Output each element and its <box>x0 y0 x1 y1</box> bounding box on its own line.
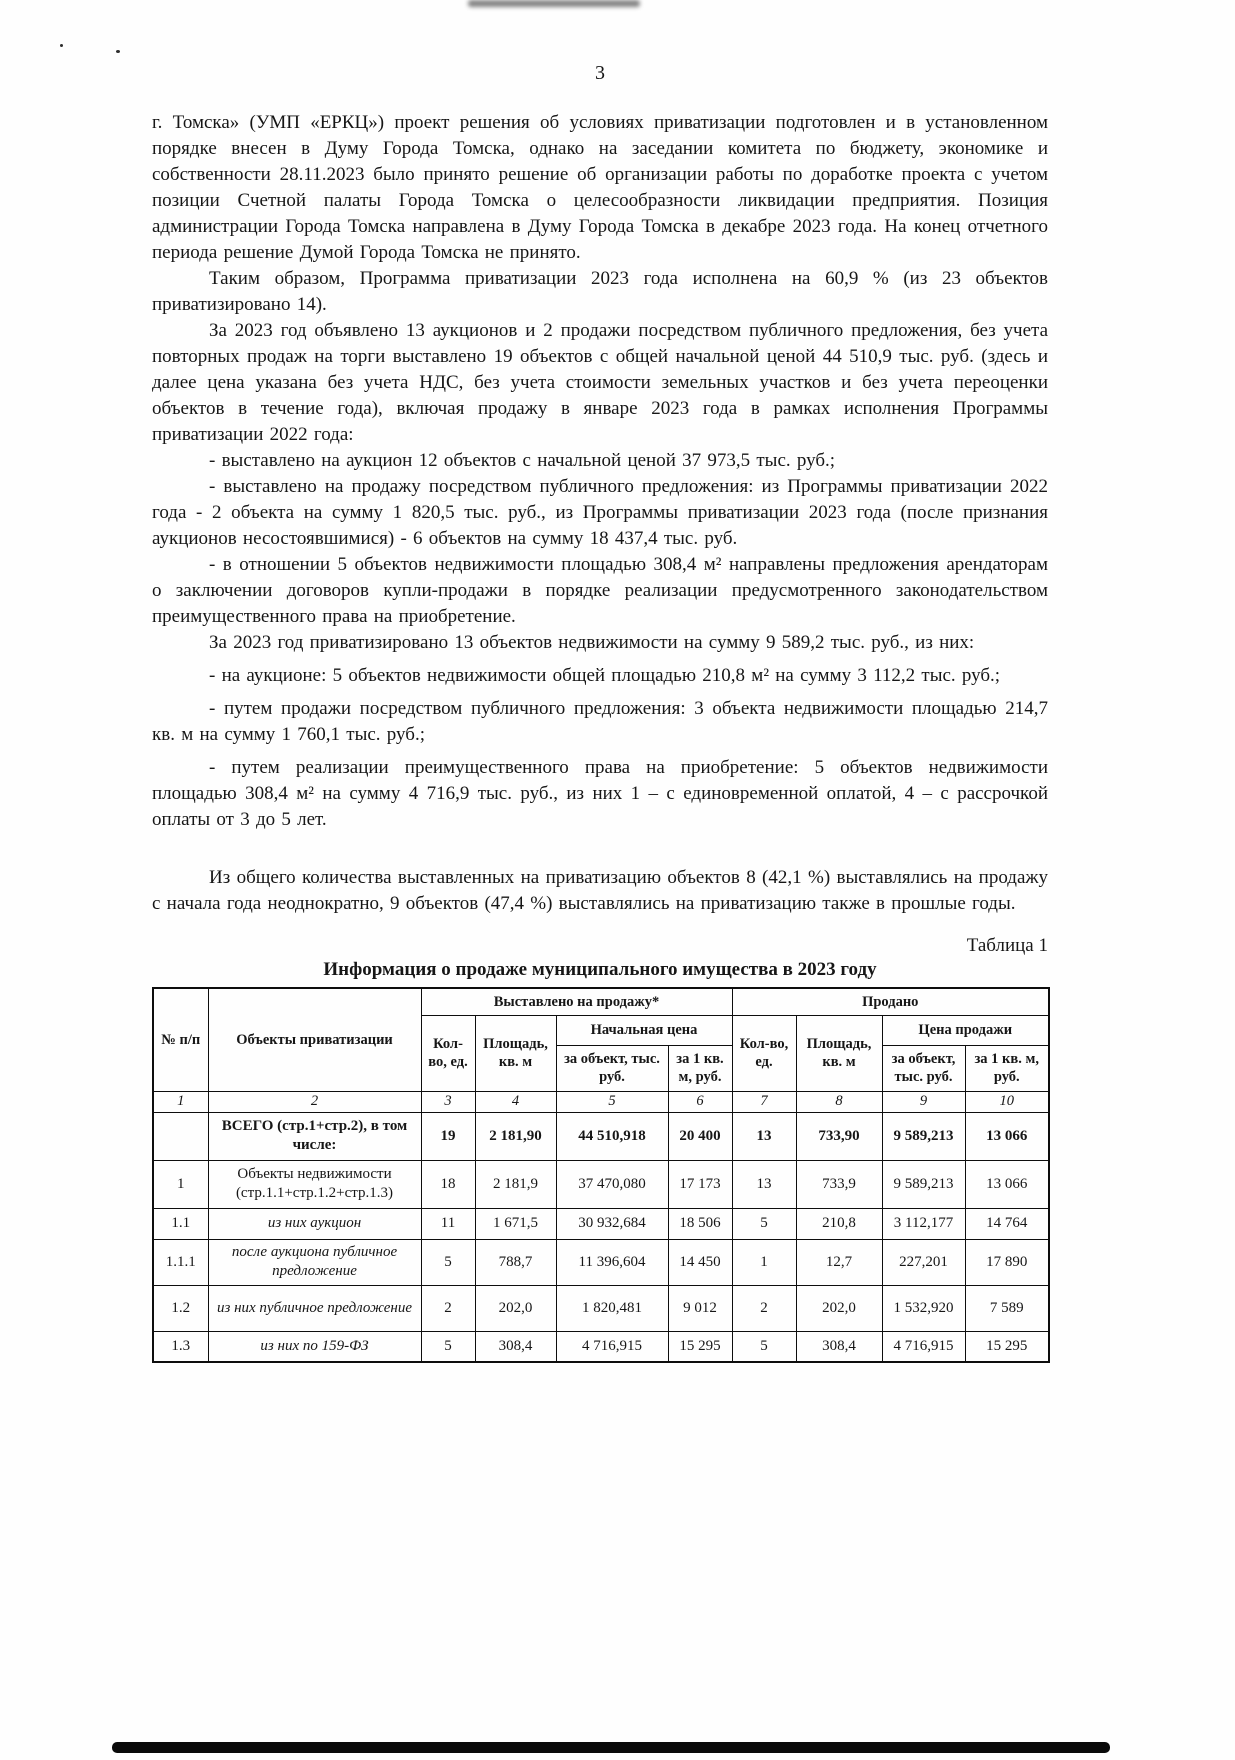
cell-value: 9 012 <box>668 1285 732 1331</box>
paragraph-10: - путем реализации преимущественного права на приобретение: 5 объектов недвижимости площадью 308,4 м² на сумму 4 716,9 тыс. руб., из них 1 – с единовременной оплатой, 4 – с рассрочкой оплаты от 3 до 5 лет. <box>152 757 1048 830</box>
column-number: 8 <box>796 1091 882 1112</box>
cell-value: 210,8 <box>796 1208 882 1239</box>
column-number: 2 <box>208 1091 421 1112</box>
table-row-total <box>153 1112 1049 1160</box>
cell-value: 12,7 <box>796 1239 882 1285</box>
table-row-1 <box>153 1160 1049 1208</box>
cell-value: 3 112,177 <box>882 1208 965 1239</box>
col-header-area-sold: Площадь, кв. м <box>796 1015 882 1091</box>
cell-value: 308,4 <box>796 1331 882 1362</box>
col-header-per-sqm-sold: за 1 кв. м, руб. <box>965 1045 1049 1091</box>
row-num: 1.3 <box>153 1331 208 1362</box>
col-header-offered-group: Выставлено на продажу* <box>421 988 732 1015</box>
cell-value: 2 <box>732 1285 796 1331</box>
row-label: Объекты недвижимости (стр.1.1+стр.1.2+стр.1.3) <box>208 1160 421 1208</box>
cell-value: 5 <box>732 1331 796 1362</box>
cell-value: 11 <box>421 1208 475 1239</box>
cell-value: 14 450 <box>668 1239 732 1285</box>
cell-value: 13 066 <box>965 1112 1049 1160</box>
row-label: после аукциона публичное предложение <box>208 1239 421 1285</box>
cell-value: 13 <box>732 1160 796 1208</box>
cell-value: 7 589 <box>965 1285 1049 1331</box>
row-num <box>153 1112 208 1160</box>
row-num: 1.1.1 <box>153 1239 208 1285</box>
column-number: 9 <box>882 1091 965 1112</box>
table-row-1-3 <box>153 1331 1049 1362</box>
cell-value: 2 181,9 <box>475 1160 556 1208</box>
column-number: 7 <box>732 1091 796 1112</box>
col-header-per-object-sold: за объект, тыс. руб. <box>882 1045 965 1091</box>
column-number: 4 <box>475 1091 556 1112</box>
cell-value: 9 589,213 <box>882 1160 965 1208</box>
cell-value: 733,9 <box>796 1160 882 1208</box>
cell-value: 37 470,080 <box>556 1160 668 1208</box>
table-header-row-groups <box>153 988 1049 1015</box>
col-header-sold-group: Продано <box>732 988 1049 1015</box>
table-title: Информация о продаже муниципального имущества в 2023 году <box>323 959 877 980</box>
scan-speck <box>116 50 120 53</box>
paragraph-7: За 2023 год приватизировано 13 объектов недвижимости на сумму 9 589,2 тыс. руб., из них: <box>209 632 975 653</box>
table-row-1-2 <box>153 1285 1049 1331</box>
cell-value: 44 510,918 <box>556 1112 668 1160</box>
paragraph-5: - выставлено на продажу посредством публичного предложения: из Программы приватизации 2022 года - 2 объекта на сумму 1 820,5 тыс. руб., из Программы приватизации 2023 года (после признания аукционов несостоявшимися) - 6 объектов на сумму 18 437,4 тыс. руб. <box>152 476 1048 549</box>
col-header-sale-price: Цена продажи <box>882 1015 1049 1045</box>
cell-value: 15 295 <box>965 1331 1049 1362</box>
col-header-area-offered: Площадь, кв. м <box>475 1015 556 1091</box>
scan-speck <box>60 44 63 47</box>
cell-value: 18 506 <box>668 1208 732 1239</box>
cell-value: 2 <box>421 1285 475 1331</box>
cell-value: 5 <box>732 1208 796 1239</box>
col-header-initial-price: Начальная цена <box>556 1015 732 1045</box>
table-label: Таблица 1 <box>966 935 1048 956</box>
cell-value: 13 <box>732 1112 796 1160</box>
row-num: 1 <box>153 1160 208 1208</box>
row-num: 1.2 <box>153 1285 208 1331</box>
cell-value: 30 932,684 <box>556 1208 668 1239</box>
cell-value: 788,7 <box>475 1239 556 1285</box>
cell-value: 17 173 <box>668 1160 732 1208</box>
paragraph-3: За 2023 год объявлено 13 аукционов и 2 продажи посредством публичного предложения, без учета повторных продаж на торги выставлено 19 объектов с общей начальной ценой 44 510,9 тыс. руб. (здесь и далее цена указана без учета НДС, без учета стоимости земельных участков и без учета переоценки объектов в течение года), включая продажу в январе 2023 года в рамках исполнения Программы приватизации 2022 года: <box>152 320 1048 445</box>
paragraph-6: - в отношении 5 объектов недвижимости площадью 308,4 м² направлены предложения арендаторам о заключении договоров купли-продажи в порядке реализации предусмотренного законодательством преимущественного права на приобретение. <box>152 554 1048 627</box>
col-header-per-object-offered: за объект, тыс. руб. <box>556 1045 668 1091</box>
cell-value: 11 396,604 <box>556 1239 668 1285</box>
cell-value: 308,4 <box>475 1331 556 1362</box>
cell-value: 733,90 <box>796 1112 882 1160</box>
col-header-num: № п/п <box>153 988 208 1091</box>
table-row-1-1 <box>153 1208 1049 1239</box>
cell-value: 4 716,915 <box>556 1331 668 1362</box>
cell-value: 18 <box>421 1160 475 1208</box>
cell-value: 4 716,915 <box>882 1331 965 1362</box>
col-header-qty-offered: Кол-во, ед. <box>421 1015 475 1091</box>
paragraph-8: - на аукционе: 5 объектов недвижимости общей площадью 210,8 м² на сумму 3 112,2 тыс. руб.; <box>209 665 1001 686</box>
paragraph-9: - путем продажи посредством публичного предложения: 3 объекта недвижимости площадью 214,7 кв. м на сумму 1 760,1 тыс. руб.; <box>152 698 1048 745</box>
row-num: 1.1 <box>153 1208 208 1239</box>
privatization-table <box>152 987 1050 1363</box>
document-body <box>152 110 1048 1363</box>
column-number: 10 <box>965 1091 1049 1112</box>
cell-value: 202,0 <box>796 1285 882 1331</box>
table-row-1-1-1 <box>153 1239 1049 1285</box>
paragraph-11: Из общего количества выставленных на приватизацию объектов 8 (42,1 %) выставлялись на продажу с начала года неоднократно, 9 объектов (47,4 %) выставлялись на приватизацию также в прошлые годы. <box>152 867 1048 914</box>
cell-value: 5 <box>421 1331 475 1362</box>
paragraph-2: Таким образом, Программа приватизации 2023 года исполнена на 60,9 % (из 23 объектов приватизировано 14). <box>152 268 1048 315</box>
cell-value: 13 066 <box>965 1160 1049 1208</box>
column-number: 3 <box>421 1091 475 1112</box>
row-label: ВСЕГО (стр.1+стр.2), в том числе: <box>208 1112 421 1160</box>
column-number: 5 <box>556 1091 668 1112</box>
cell-value: 1 <box>732 1239 796 1285</box>
row-label: из них по 159-ФЗ <box>208 1331 421 1362</box>
cell-value: 17 890 <box>965 1239 1049 1285</box>
cell-value: 1 671,5 <box>475 1208 556 1239</box>
col-header-per-sqm-offered: за 1 кв. м, руб. <box>668 1045 732 1091</box>
column-number-row <box>153 1091 1049 1112</box>
col-header-objects: Объекты приватизации <box>208 988 421 1091</box>
cell-value: 9 589,213 <box>882 1112 965 1160</box>
cell-value: 202,0 <box>475 1285 556 1331</box>
cell-value: 14 764 <box>965 1208 1049 1239</box>
col-header-qty-sold: Кол-во, ед. <box>732 1015 796 1091</box>
cell-value: 2 181,90 <box>475 1112 556 1160</box>
column-number: 6 <box>668 1091 732 1112</box>
column-number: 1 <box>153 1091 208 1112</box>
scan-artifact-bottom <box>112 1742 1110 1753</box>
cell-value: 1 820,481 <box>556 1285 668 1331</box>
cell-value: 227,201 <box>882 1239 965 1285</box>
paragraph-4: - выставлено на аукцион 12 объектов с начальной ценой 37 973,5 тыс. руб.; <box>209 450 836 471</box>
page-number: 3 <box>595 62 605 84</box>
cell-value: 19 <box>421 1112 475 1160</box>
paragraph-1: г. Томска» (УМП «ЕРКЦ») проект решения об условиях приватизации подготовлен и в установленном порядке внесен в Думу Города Томска, однако на заседании комитета по бюджету, экономике и собственности 28.11.2023 было принято решение об организации работы по доработке проекта с учетом позиции Счетной палаты Города Томска о целесообразности ликвидации предприятия. Позиция администрации Города Томска направлена в Думу Города Томска в декабре 2023 года. На конец отчетного периода решение Думой Города Томска не принято. <box>152 112 1048 263</box>
row-label: из них публичное предложение <box>208 1285 421 1331</box>
cell-value: 20 400 <box>668 1112 732 1160</box>
cell-value: 5 <box>421 1239 475 1285</box>
scan-artifact-top <box>468 0 640 7</box>
row-label: из них аукцион <box>208 1208 421 1239</box>
cell-value: 15 295 <box>668 1331 732 1362</box>
cell-value: 1 532,920 <box>882 1285 965 1331</box>
